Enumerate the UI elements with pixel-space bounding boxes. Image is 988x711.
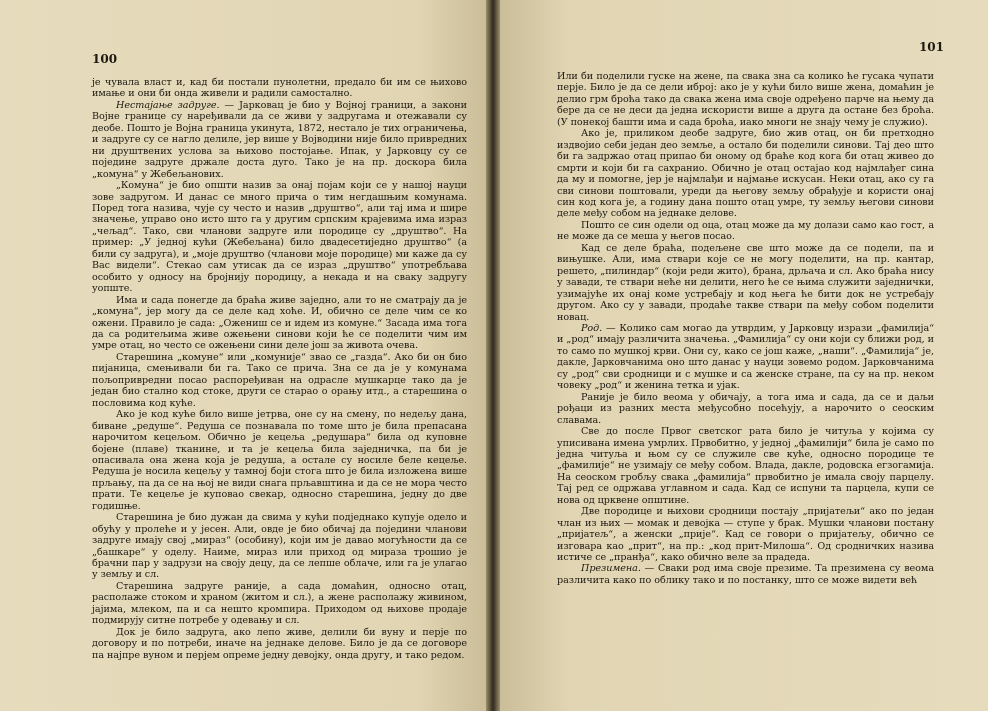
paragraph: Ако је, приликом деобе задруге, био жив отац, он би претходно издвојио себи један део земље, а остало би поделили синови. Тај део што би га задржао отац припао би оному од браће код кога би отац живео до смрти и који би га сахранио. Обично је отац остајао код најмлађег сина да му и помогне, јер је најмлађи и најмање искусан. Неки отац, ако су га сви синови поштовали, уреди да његову земљу обрађује и користи онај син код кога је, а годину дана пошто отац умре, ту земљу његови синови деле међу собом на једнаке делове. bbox=[557, 128, 934, 220]
paragraph: Ако је код куће било више јетрва, оне су на смену, по недељу дана, биване „редуше“. Редуша се познавала по томе што је била препасана нарочитом кецељом. Обично је кецеља „редушара“ била од куповне боjене (плаве) тканине, и та је кецеља била заједничка, па би је опасивала она жена која је редуша, а остале су носиле беле кецеље. Редуша је носила кецељу у тамној боји стога што је била изложена више прљању, па да се на њој не види снага прљавштина и да се не мора често прати. Те кецеље је куповао свекар, односно старешина, једну до две годишње. bbox=[92, 409, 467, 512]
page-number-right: 101 bbox=[918, 40, 944, 54]
right-page-text bbox=[557, 71, 934, 586]
paragraph: Нестајање задруге. — Јарковац је био у Војној граници, а закони Војне границе су наређивали да се живи у задругама и отежавали су деобе. Пошто је Војна граница укинута, 1872, нестало је тих ограничења, и задруге су се нагло делиле, јер више у Војводини није било привредних ни друштвених услова за њихово постојање. Ипак, у Јарковцу су се поједине задруге држале доста дуго. Тако је на пр. доскора била „комуна“ у Жебељанових. bbox=[92, 99, 467, 180]
paragraph: Или би поделили гуске на жене, па свака зна са колико ће гусака чупати перје. Било је да се дели иброј: ако је у кући било више жена, домаћин је делио грм броћа тако да свака жена има своје одређено парче на њему да бере да се не деси да једна искористи више а друга да остане без броћа. (У понекој башти има и сада броћа, иако многи не знају чему је служио). bbox=[557, 71, 934, 128]
paragraph: Кад се деле браћа, подељене све што може да се подели, па и вињушке. Али, има ствари које се не могу поделити, на пр. кантар, решето, „пилиндар“ (који реди жито), брана, дрљача и сл. Ако браћа нису у завади, те ствари неће ни делити, него ће се њима служити заједнички, узимајуће их онај коме устребају и код њега ће бити док не устребају другом. Ако су у завади, продаће такве ствари па међу собом поделити новац. bbox=[557, 242, 934, 323]
paragraph: Док је било задруга, ако лепо живе, делили би вуну и перје по договору и по потреби, иначе на једнаке делове. Било је да се договоре па најпре вуном и перјем опреме једну девојку, онда другу, и тако редом. bbox=[92, 626, 467, 661]
paragraph: је чувала власт и, кад би постали пунолетни, предало би им се њихово имање и они би онда живели и радили самостално. bbox=[92, 77, 467, 100]
paragraph: Род. — Колико сам могао да утврдим, у Јарковцу изрази „фамилија“ и „род“ имају различита значења. „Фамилија“ су они који су ближи род, и то само по мушкој крви. Они су, како се још каже, „наши“. „Фамилија“ је, дакле, Јарковчанима оно што данас у науци зовемо родом. Јарковчанима су „род“ сви сродници и с мушке и са женске стране, па су на пр. неком човеку „род“ и женина тетка и ујак. bbox=[557, 322, 934, 392]
paragraph: Презимена. — Сваки род има своје презиме. Та презимена су веома различита како по облику тако и по постанку, што се може видети већ bbox=[557, 563, 934, 586]
paragraph: Старешина је био дужан да свима у кући подједнако купује одело и обућу у пролеће и у јесен. Али, овде је био обичај да поједини чланови задруге имају свој „мираз“ (особину), који им је давао могућности да се „башкаре“ у оделу. Наиме, мираз или приход од мираза трошио је брачни пар у задрузи на своју децу, да се лепше облаче, или га је улагао у земљу и сл. bbox=[92, 512, 467, 581]
left-page bbox=[0, 0, 490, 711]
paragraph: Раније је било веома у обичају, а тога има и сада, да се и даљи рођаци из разних места међусобно посећују, а нарочито о сеоским славама. bbox=[557, 391, 934, 426]
paragraph: „Комуна“ је био општи назив за онај појам који се у нашој науци зове задругом. И данас се много прича о тим негдашњим комунама. Поред тога назива, чује су често и назив „друштво“, али тај има и шире значење, управо оно исто што га у другим српским крајевима има израз „чељад“. Тако, сви чланови задруге или породице су „друштво“. На пример: „У једној кући (Жебељана) било двадесетиједно друштво“ (а били су задруга), и „моје друштво (чланови моје породице) ми каже да су Вас видели“. Стекао сам утисак да се израз „друштво“ употребљава особито у односу на бројнију породицу, а некада и на сваку задругу уопште. bbox=[92, 180, 467, 295]
section-heading: Род. bbox=[581, 322, 603, 334]
paragraph: Старешина задруге раније, а сада домаћин, односно отац, располаже стоком и храном (житом и сл.), а жене располажу живином, јајима, млеком, па и са нешто кромпира. Приходом од њихове продаје подмирују ситне потребе у одевању и сл. bbox=[92, 580, 467, 627]
paragraph: Пошто се син одели од оца, отац може да му долази само као гост, а не може да се меша у његов посао. bbox=[557, 219, 934, 243]
book-gutter bbox=[486, 0, 500, 711]
section-heading: Нестајање задруге. bbox=[116, 99, 220, 111]
paragraph: Има и сада понегде да браћа живе заједно, али то не сматрају да је „комуна“, јер могу да се деле кад хоће. И, обично се деле чим се ко ожени. Правило је сада: „Ожениш се и идем из комуне.“ Засада има тога да са родитељима живе ожењени синови који ће се поделити чим им умре отац, но често се ожењени сини деле још за живота очева. bbox=[92, 294, 467, 352]
left-page-text bbox=[92, 77, 467, 661]
paragraph: Две породице и њихови сродници постају „пријатељи“ ако по један члан из њих — момак и девојка — ступе у брак. Мушки чланови постану „пријатељ“, а женски „прије“. Кад се говори о пријатељу, обично се изговара као „прит“, на пр.: „код прит-Милоша“. Од сродничких назива истиче се „пранђа“, како обично веле за прадеда. bbox=[557, 506, 934, 564]
paragraph: Све до после Првог светског рата било је читуља у којима су уписивана имена умрлих. Првобитно, у једној „фамилији“ била је само по једна читуља и њом су се служиле све куће, односно породице те „фамилије“ не узимају се међу собом. Влада, дакле, родовска егзогамија. На сеоском гробљу свака „фамилија“ првобитно је имала своју парцелу. Тај ред се одржава углавном и сада. Кад се испуни та парцела, купи се нова од црквене општине. bbox=[557, 426, 934, 506]
right-page bbox=[496, 0, 988, 711]
page-number-left: 100 bbox=[92, 52, 118, 66]
section-heading: Презимена. bbox=[581, 563, 641, 575]
paragraph: Старешина „комуне“ или „комуније“ звао се „газда“. Ако би он био пијаница, смењивали би га. Тако се прича. Зна се да је у комунама пољопривредни посао распоређиван на одрасле мушкарце тако да је један био стално код стоке, други се старао о орању итд., а старешина о пословима код куће. bbox=[92, 351, 467, 409]
